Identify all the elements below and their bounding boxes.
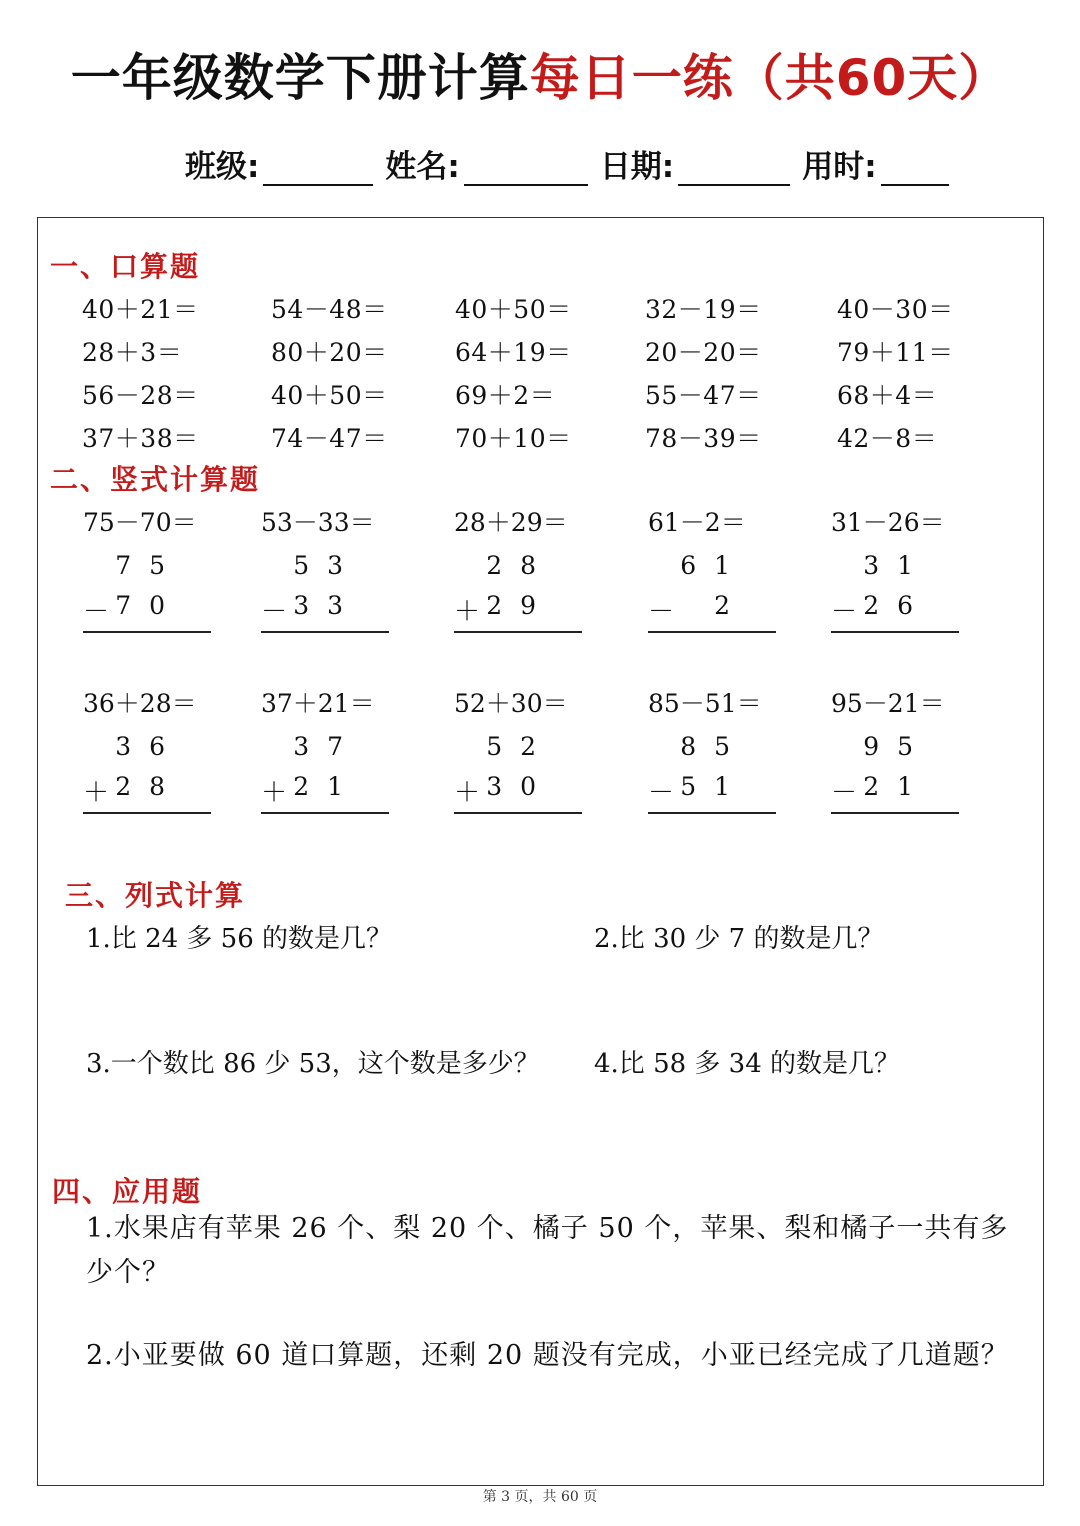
bottom-operand: 51 xyxy=(680,772,748,801)
operator: － xyxy=(648,597,675,627)
oral-item: 79＋11＝ xyxy=(837,338,954,367)
answer-line xyxy=(454,812,582,814)
time-blank[interactable] xyxy=(881,148,949,186)
bottom-operand: 28 xyxy=(115,772,183,801)
problem-expression: 28＋29＝ xyxy=(454,508,568,537)
answer-line xyxy=(261,812,389,814)
oral-item: 64＋19＝ xyxy=(455,338,572,367)
oral-item: 70＋10＝ xyxy=(455,424,572,453)
answer-line xyxy=(648,812,776,814)
problem-expression: 37＋21＝ xyxy=(261,689,375,718)
answer-line xyxy=(831,812,959,814)
bottom-operand: 21 xyxy=(863,772,931,801)
top-operand: 61 xyxy=(680,551,748,580)
oral-item: 40＋50＝ xyxy=(455,295,572,324)
problem-expression: 53－33＝ xyxy=(261,508,375,537)
name-label: 姓名: xyxy=(385,149,460,185)
listing-question: 2.比 30 少 7 的数是几？ xyxy=(594,924,884,954)
operator: － xyxy=(831,597,858,627)
top-operand: 28 xyxy=(486,551,554,580)
title-highlight: 每日一练（共60天） xyxy=(529,49,1010,107)
oral-item: 40＋50＝ xyxy=(271,381,388,410)
top-operand: 53 xyxy=(293,551,361,580)
date-label: 日期: xyxy=(599,149,675,185)
date-blank[interactable] xyxy=(678,148,790,186)
oral-item: 37＋38＝ xyxy=(82,424,199,453)
top-operand: 36 xyxy=(115,732,183,761)
section-vertical-title: 二、竖式计算题 xyxy=(50,463,261,496)
problem-expression: 36＋28＝ xyxy=(83,689,197,718)
oral-item: 32－19＝ xyxy=(645,295,762,324)
top-operand: 85 xyxy=(680,732,748,761)
bottom-operand: 33 xyxy=(293,591,361,620)
bottom-operand: 26 xyxy=(863,591,931,620)
operator: ＋ xyxy=(454,597,481,627)
top-operand: 52 xyxy=(486,732,554,761)
oral-item: 28＋3＝ xyxy=(82,338,183,367)
oral-item: 80＋20＝ xyxy=(271,338,388,367)
bottom-operand: 70 xyxy=(115,591,183,620)
oral-item: 56－28＝ xyxy=(82,381,199,410)
oral-item: 40＋21＝ xyxy=(82,295,199,324)
oral-item: 42－8＝ xyxy=(837,424,938,453)
top-operand: 95 xyxy=(863,732,931,761)
listing-question: 3.一个数比 86 少 53，这个数是多少？ xyxy=(86,1049,540,1079)
answer-line xyxy=(261,631,389,633)
class-blank[interactable] xyxy=(263,148,373,186)
operator: － xyxy=(648,778,675,808)
problem-expression: 31－26＝ xyxy=(831,508,945,537)
page-footer: 第 3 页，共 60 页 xyxy=(482,1489,598,1505)
top-operand: 37 xyxy=(293,732,361,761)
oral-item: 54－48＝ xyxy=(271,295,388,324)
problem-expression: 61－2＝ xyxy=(648,508,746,537)
operator: － xyxy=(831,778,858,808)
oral-item: 20－20＝ xyxy=(645,338,762,367)
bottom-operand: 29 xyxy=(486,591,554,620)
problem-expression: 75－70＝ xyxy=(83,508,197,537)
oral-item: 55－47＝ xyxy=(645,381,762,410)
oral-item: 69＋2＝ xyxy=(455,381,556,410)
worksheet-title xyxy=(0,38,1080,110)
bottom-operand: 21 xyxy=(293,772,361,801)
bottom-operand: 2 xyxy=(714,591,748,620)
problem-expression: 52＋30＝ xyxy=(454,689,568,718)
time-label: 用时: xyxy=(802,149,877,185)
problem-expression: 95－21＝ xyxy=(831,689,945,718)
answer-line xyxy=(831,631,959,633)
name-blank[interactable] xyxy=(464,148,588,186)
bottom-operand: 30 xyxy=(486,772,554,801)
operator: － xyxy=(83,597,110,627)
word-problem: 1.水果店有苹果 26 个、梨 20 个、橘子 50 个，苹果、梨和橘子一共有多少个？ xyxy=(86,1213,1009,1288)
section-listing-title: 三、列式计算 xyxy=(65,879,246,912)
word-problem: 2.小亚要做 60 道口算题，还剩 20 题没有完成，小亚已经完成了几道题？ xyxy=(86,1340,1009,1371)
title-main: 一年级数学下册计算 xyxy=(70,49,530,107)
class-label: 班级: xyxy=(185,149,260,185)
top-operand: 31 xyxy=(863,551,931,580)
answer-line xyxy=(83,812,211,814)
oral-item: 40－30＝ xyxy=(837,295,954,324)
oral-item: 74－47＝ xyxy=(271,424,388,453)
operator: ＋ xyxy=(261,778,288,808)
section-oral-title: 一、口算题 xyxy=(50,250,201,283)
answer-line xyxy=(83,631,211,633)
answer-line xyxy=(454,631,582,633)
operator: － xyxy=(261,597,288,627)
listing-question: 4.比 58 多 34 的数是几？ xyxy=(594,1049,901,1079)
section-word-problems-title: 四、应用题 xyxy=(52,1175,203,1208)
answer-line xyxy=(648,631,776,633)
oral-item: 68＋4＝ xyxy=(837,381,938,410)
operator: ＋ xyxy=(83,778,110,808)
problem-expression: 85－51＝ xyxy=(648,689,762,718)
oral-item: 78－39＝ xyxy=(645,424,762,453)
student-info-row xyxy=(185,136,961,186)
top-operand: 75 xyxy=(115,551,183,580)
listing-question: 1.比 24 多 56 的数是几？ xyxy=(86,924,393,954)
operator: ＋ xyxy=(454,778,481,808)
